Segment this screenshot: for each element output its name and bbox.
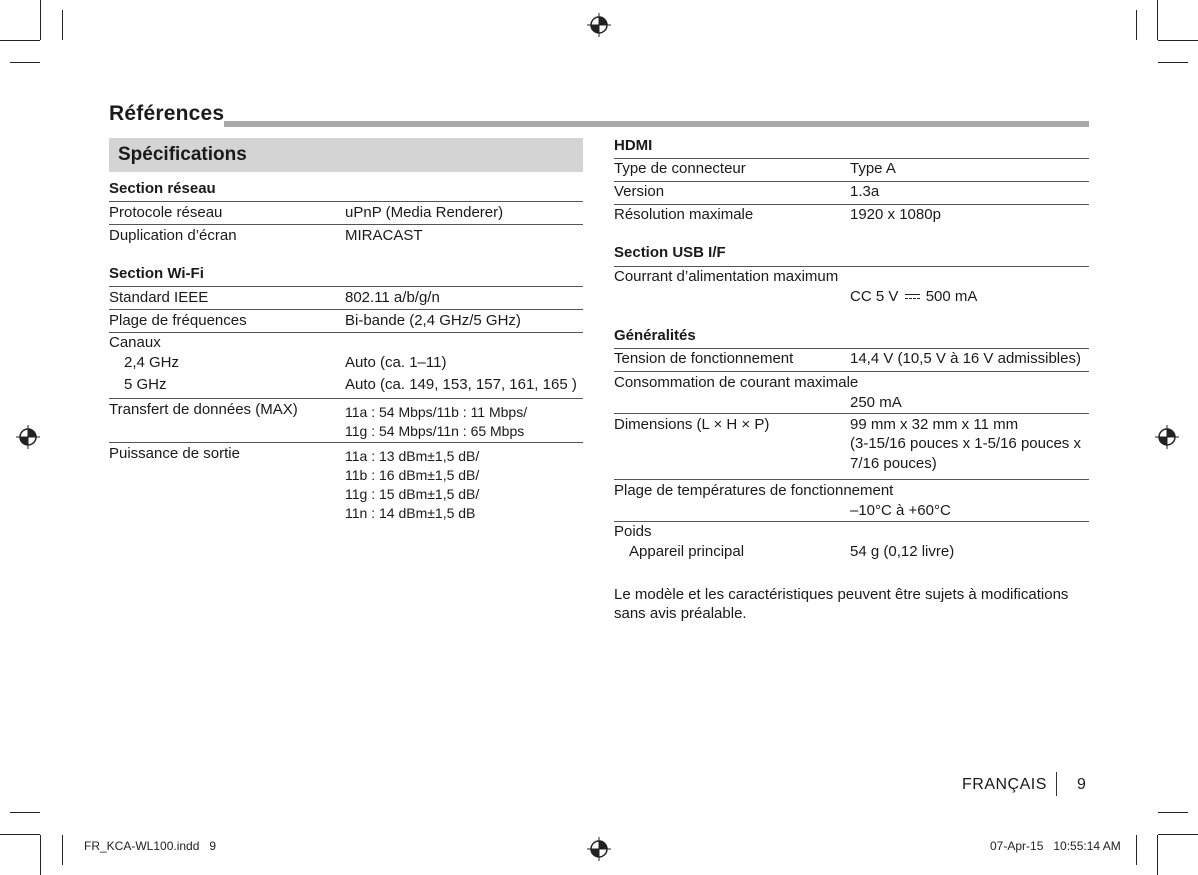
crop-mark [10,62,40,63]
spec-value: 11b : 16 dBm±1,5 dB/ [345,467,480,483]
section-heading: Généralités [614,327,696,344]
spec-label: Transfert de données (MAX) [109,401,298,418]
spec-label: Résolution maximale [614,206,754,223]
crop-mark [10,812,40,813]
spec-label: Duplication d’écran [109,227,237,244]
spec-label: Protocole réseau [109,204,223,221]
divider [109,398,583,399]
section-heading: Section Wi-Fi [109,265,204,282]
spec-value: 11n : 14 dBm±1,5 dB [345,505,476,521]
spec-label: Courrant d’alimentation maximum [614,268,839,285]
divider [109,201,583,202]
spec-value: 11g : 15 dBm±1,5 dB/ [345,486,480,502]
crop-mark [1157,835,1158,875]
divider [614,413,1089,414]
spec-sublabel: 5 GHz [124,376,167,393]
slug-timestamp: 07-Apr-15 10:55:14 AM [990,839,1121,853]
section-heading: HDMI [614,137,653,154]
divider [614,521,1089,522]
divider [614,266,1089,267]
spec-sublabel: 2,4 GHz [124,354,180,371]
subsection-banner [109,138,583,172]
divider [109,332,583,333]
spec-label: Dimensions (L × H × P) [614,416,770,433]
disclaimer-note: sans avis préalable. [614,605,747,622]
divider [614,204,1089,205]
spec-value: 11g : 54 Mbps/11n : 65 Mbps [345,423,525,439]
divider [614,158,1089,159]
crop-mark [0,834,40,835]
page-number: 9 [1077,776,1086,793]
spec-value: 54 g (0,12 livre) [850,543,955,560]
spec-value: Auto (ca. 149, 153, 157, 161, 165 ) [345,376,577,393]
crop-mark [1136,10,1137,40]
spec-value: (3-15/16 pouces x 1-5/16 pouces x [850,435,1081,452]
usb-value-suffix: 500 mA [925,288,978,305]
usb-value-prefix: CC 5 V [850,288,899,305]
divider [109,224,583,225]
spec-label: Consommation de courant maximale [614,374,859,391]
registration-mark-icon [16,425,40,449]
spec-label: Type de connecteur [614,160,746,177]
footer-separator [1056,772,1057,796]
spec-value [850,288,977,305]
crop-mark [1158,40,1198,41]
spec-label: Plage de fréquences [109,312,247,329]
crop-mark [1158,834,1198,835]
registration-mark-icon [587,13,611,37]
divider [109,309,583,310]
spec-value: 11a : 54 Mbps/11b : 11 Mbps/ [345,404,528,420]
spec-label: Plage de températures de fonctionnement [614,482,894,499]
spec-label: Canaux [109,334,161,351]
spec-label: Standard IEEE [109,289,209,306]
spec-label: Poids [614,523,652,540]
section-title: Références [109,102,225,125]
spec-label: Version [614,183,665,200]
section-heading: Section réseau [109,180,216,197]
footer-language: FRANÇAIS [962,776,1047,793]
spec-value: –10°C à +60°C [850,502,951,519]
crop-mark [1157,0,1158,40]
spec-value: 7/16 pouces) [850,455,937,472]
spec-value: 14,4 V (10,5 V à 16 V admissibles) [850,350,1081,367]
divider [614,479,1089,480]
subsection-title: Spécifications [118,144,247,165]
spec-value: 802.11 a/b/g/n [345,289,440,306]
spec-label: Tension de fonctionnement [614,350,794,367]
spec-sublabel: Appareil principal [629,543,745,560]
spec-label: Puissance de sortie [109,445,240,462]
divider [614,181,1089,182]
spec-value: 11a : 13 dBm±1,5 dB/ [345,448,480,464]
spec-value: MIRACAST [345,227,423,244]
spec-value: Auto (ca. 1–11) [345,354,447,371]
crop-mark [40,0,41,40]
divider [614,371,1089,372]
spec-value: Bi-bande (2,4 GHz/5 GHz) [345,312,521,329]
crop-mark [1158,62,1188,63]
spec-value: 99 mm x 32 mm x 11 mm [850,416,1019,433]
registration-mark-icon [587,837,611,861]
spec-value: 1.3a [850,183,880,200]
divider [614,348,1089,349]
divider [109,286,583,287]
title-rule [224,121,1089,127]
spec-value: uPnP (Media Renderer) [345,204,504,221]
crop-mark [62,835,63,865]
spec-value: 1920 x 1080p [850,206,941,223]
divider [109,442,583,443]
spec-value: Type A [850,160,896,177]
crop-mark [1158,812,1188,813]
spec-value: 250 mA [850,394,902,411]
crop-mark [62,10,63,40]
dc-current-icon [905,293,920,301]
crop-mark [1136,835,1137,865]
crop-mark [40,835,41,875]
registration-mark-icon [1155,425,1179,449]
disclaimer-note: Le modèle et les caractéristiques peuvent être sujets à modifications [614,586,1069,603]
section-heading: Section USB I/F [614,244,726,261]
crop-mark [0,40,40,41]
slug-filename: FR_KCA-WL100.indd 9 [84,839,217,853]
